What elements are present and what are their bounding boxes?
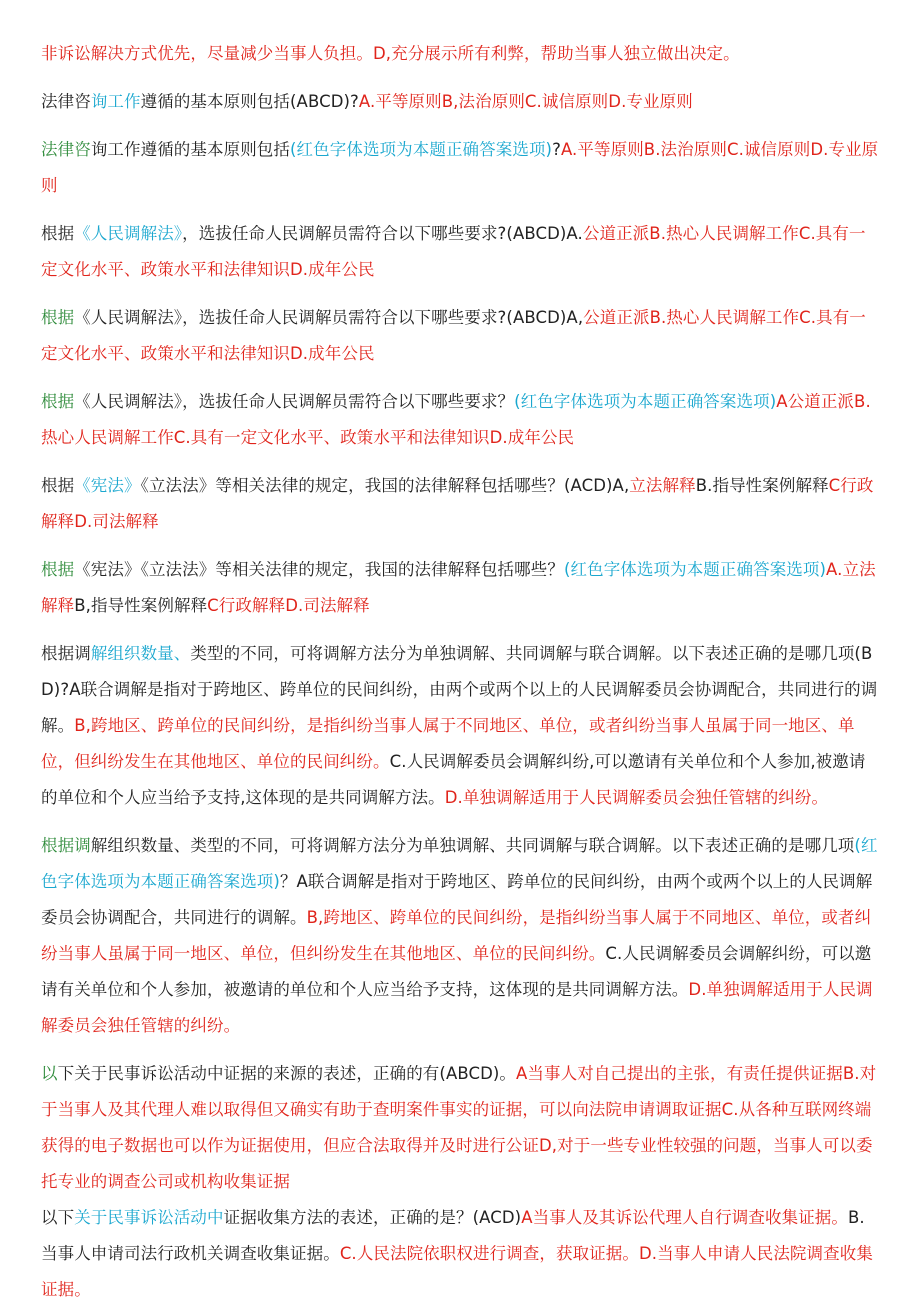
- text-segment-teal: 询工作: [90, 92, 141, 111]
- text-segment-green: 根据: [41, 560, 75, 579]
- text-segment-red: B,跨地区、跨单位的民间纠纷，是指纠纷当事人属于不同地区、单位，或者纠纷当事人虽属于同一地区、单位，但纠纷发生在其他地区、单位的民间纠纷。: [41, 716, 855, 771]
- text-segment-red: D.单独调解适用于人民调解委员会独任管辖的纠纷。: [444, 788, 829, 807]
- text-segment-black: 解组织数量、类型的不同，可将调解方法分为单独调解、共同调解与联合调解。以下表述正确的是哪几项: [90, 836, 855, 855]
- text-segment-black: ，选拔任命人民调解员需符合以下哪些要求?(ABCD)A.: [182, 224, 583, 243]
- text-segment-green: 根据: [41, 308, 75, 327]
- text-segment-black: 《立法法》等相关法律的规定，我国的法律解释包括哪些？(ACD)A,: [140, 476, 630, 495]
- text-segment-teal: (红色字体选项为本题正确答案选项): [514, 392, 777, 411]
- text-segment-black: 询工作遵循的基本原则包括: [90, 140, 291, 159]
- question-paragraph: [41, 828, 880, 1044]
- text-segment-teal: (红色字体选项为本题正确答案选项): [563, 560, 827, 579]
- text-segment-black: ?: [552, 140, 561, 159]
- text-segment-black: C.人民调解委员会调解纠纷,可以邀请有关单位和个人参加,被邀请的单位和个人应当给予支持,这体现的是共同调解方法。: [41, 752, 866, 807]
- document-body: [41, 36, 880, 1308]
- text-segment-teal: (红色字体选项为本题正确答案选项): [290, 140, 553, 159]
- text-segment-teal: 关于民事诉讼活动中: [74, 1208, 224, 1227]
- question-paragraph: [41, 300, 880, 372]
- text-segment-black: 《宪法》《立法法》等相关法律的规定，我国的法律解释包括哪些？: [74, 560, 564, 579]
- text-segment-red: 公道正派B.热心人民调解工作C.具有一定文化水平、政策水平和法律知识D.成年公民: [41, 308, 866, 363]
- text-segment-black: B.指导性案例解释: [695, 476, 829, 495]
- text-segment-red: A.平等原则B.法治原则C.诚信原则D.专业原则: [41, 140, 879, 195]
- text-segment-black: 证据收集方法的表述，正确的是？(ACD): [223, 1208, 522, 1227]
- text-segment-black: B,指导性案例解释: [74, 596, 208, 615]
- text-segment-black: 下关于民事诉讼活动中证据的来源的表述，正确的有(ABCD)。: [57, 1064, 517, 1083]
- question-paragraph: [41, 1200, 880, 1308]
- text-segment-black: 根据调: [41, 644, 91, 663]
- text-segment-red: 公道正派B.热心人民调解工作C.具有一定文化水平、政策水平和法律知识D.成年公民: [41, 224, 866, 279]
- text-segment-red: C.人民法院依职权进行调查，获取证据。D.当事人申请人民法院调查收集证据。: [41, 1244, 873, 1299]
- text-segment-red: A当事人对自己提出的主张，有责任提供证据B.对于当事人及其代理人难以取得但又确实有助于查明案件事实的证据，可以向法院申请调取证据C.从各种互联网终端获得的电子数据也可以作为证据使用，但应合法取得并及时进行公证D,对于一些专业性较强的问题，当事人可以委托专业的调查公司或机构收集证据: [41, 1064, 877, 1191]
- text-segment-red: 非诉讼解决方式优先，尽量减少当事人负担。D,充分展示所有利弊，帮助当事人独立做出决定。: [41, 44, 740, 63]
- text-segment-black: 法律咨: [41, 92, 91, 111]
- text-segment-teal: 解组织数量、: [90, 644, 191, 663]
- question-paragraph: [41, 216, 880, 288]
- question-paragraph: [41, 84, 880, 120]
- text-segment-red: A公道正派B.热心人民调解工作C.具有一定文化水平、政策水平和法律知识D.成年公民: [41, 392, 871, 447]
- question-paragraph: [41, 636, 880, 816]
- text-segment-green: 法律咨: [41, 140, 91, 159]
- text-segment-green: 以: [41, 1064, 58, 1083]
- question-paragraph: [41, 1056, 880, 1200]
- text-segment-black: C.人民调解委员会调解纠纷，可以邀请有关单位和个人参加，被邀请的单位和个人应当给予支持，这体现的是共同调解方法。: [41, 944, 872, 999]
- question-paragraph: [41, 36, 880, 72]
- text-segment-black: 《人民调解法》，选拔任命人民调解员需符合以下哪些要求？: [74, 392, 515, 411]
- text-segment-black: 根据: [41, 476, 75, 495]
- question-paragraph: [41, 384, 880, 456]
- text-segment-red: 立法解释: [629, 476, 696, 495]
- text-segment-black: 根据: [41, 224, 75, 243]
- text-segment-black: 类型的不同，可将调解方法分为单独调解、共同调解与联合调解。以下表述正确的是哪几项(BD)?A联合调解是指对于跨地区、跨单位的民间纠纷，由两个或两个以上的人民调解委员会协调配合，共同进行的调解。: [41, 644, 878, 735]
- text-segment-black: ？A联合调解是指对于跨地区、跨单位的民间纠纷，由两个或两个以上的人民调解委员会协调配合，共同进行的调解。: [41, 872, 873, 927]
- text-segment-teal: 《宪法》: [74, 476, 141, 495]
- question-paragraph: [41, 468, 880, 540]
- text-segment-red: A.立法解释: [41, 560, 876, 615]
- text-segment-teal: (红色字体选项为本题正确答案选项): [41, 836, 878, 891]
- question-paragraph: [41, 132, 880, 204]
- text-segment-red: D.单独调解适用于人民调解委员会独任管辖的纠纷。: [41, 980, 873, 1035]
- text-segment-red: C行政解释D.司法解释: [41, 476, 874, 531]
- text-segment-black: B.当事人申请司法行政机关调查收集证据。: [41, 1208, 865, 1263]
- question-paragraph: [41, 552, 880, 624]
- text-segment-black: 《人民调解法》，选拔任命人民调解员需符合以下哪些要求?(ABCD)A,: [74, 308, 584, 327]
- text-segment-green: 根据调: [41, 836, 91, 855]
- text-segment-red: A.平等原则B,法治原则C.诚信原则D.专业原则: [358, 92, 693, 111]
- text-segment-red: C行政解释D.司法解释: [207, 596, 370, 615]
- text-segment-red: A当事人及其诉讼代理人自行调查收集证据。: [521, 1208, 849, 1227]
- text-segment-teal: 《人民调解法》: [74, 224, 183, 243]
- text-segment-black: 以下: [41, 1208, 75, 1227]
- text-segment-red: B,跨地区、跨单位的民间纠纷，是指纠纷当事人属于不同地区、单位，或者纠纷当事人虽属于同一地区、单位，但纠纷发生在其他地区、单位的民间纠纷。: [41, 908, 872, 963]
- text-segment-black: 遵循的基本原则包括(ABCD)?: [140, 92, 359, 111]
- text-segment-green: 根据: [41, 392, 75, 411]
